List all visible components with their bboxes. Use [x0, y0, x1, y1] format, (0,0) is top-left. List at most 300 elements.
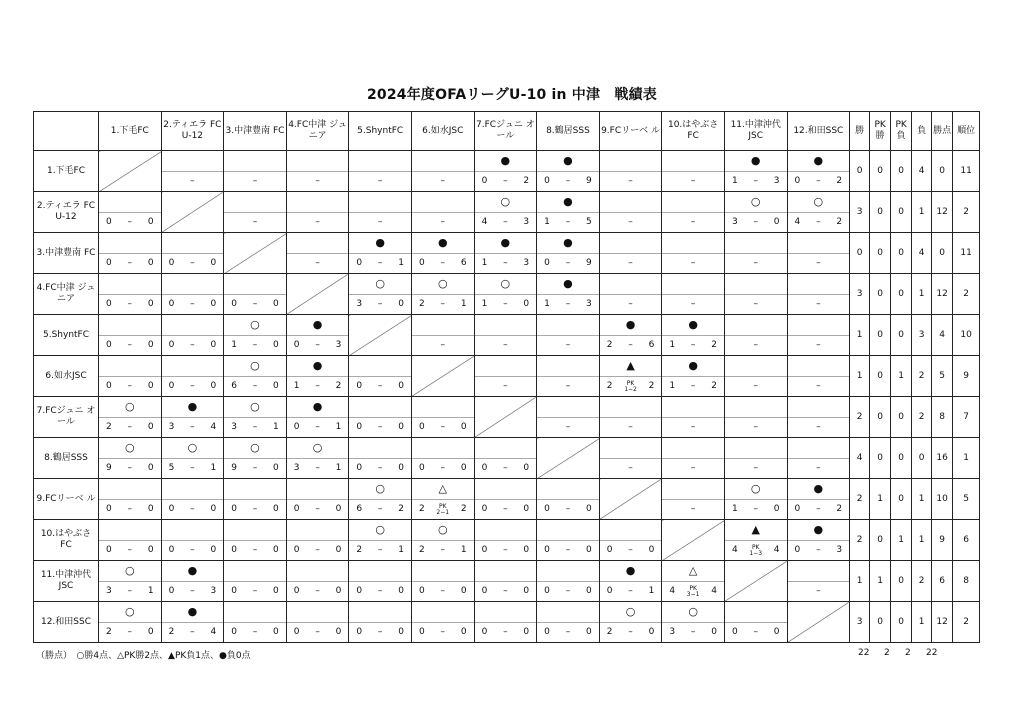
score — [600, 418, 662, 437]
match-cell — [724, 151, 787, 192]
result-mark-icon: ○ — [600, 602, 662, 623]
match-cell — [474, 233, 537, 274]
score — [788, 213, 850, 232]
away-score: 2 — [335, 381, 342, 391]
result-mark-icon — [662, 438, 724, 459]
stat-cell: 1 — [870, 479, 891, 520]
score — [600, 377, 662, 396]
score — [412, 336, 474, 355]
score-dash: – — [315, 463, 320, 473]
result-mark-icon — [287, 151, 349, 172]
away-score: 0 — [523, 463, 530, 473]
home-score: 0 — [106, 504, 112, 514]
home-score: 0 — [293, 504, 300, 514]
home-score: 1 — [481, 258, 488, 268]
match-cell — [286, 233, 349, 274]
home-score: 0 — [168, 340, 175, 350]
match-cell — [537, 315, 600, 356]
score — [224, 213, 286, 232]
home-score: 2 — [356, 545, 363, 555]
column-header: 1.下毛FC — [99, 112, 162, 151]
result-mark-icon: ○ — [662, 602, 724, 623]
pk-score: PK 1−3 — [749, 543, 763, 557]
team-row — [34, 438, 980, 479]
home-score: 0 — [481, 504, 488, 514]
score-dash: – — [377, 299, 383, 309]
score — [788, 336, 850, 355]
score — [788, 172, 850, 191]
match-cell — [99, 479, 162, 520]
column-header: 7.FCジュニ オール — [474, 112, 537, 151]
home-score: 1 — [731, 176, 738, 186]
match-cell — [161, 151, 224, 192]
away-score: 0 — [273, 627, 279, 637]
match-cell — [724, 520, 787, 561]
away-score: 0 — [523, 627, 530, 637]
away-score: 2 — [711, 381, 717, 391]
away-score: 0 — [648, 545, 655, 555]
away-score: 4 — [210, 627, 217, 637]
score-dash: – — [190, 258, 195, 268]
home-score: 0 — [168, 545, 175, 555]
match-cell — [537, 356, 600, 397]
score — [537, 172, 599, 191]
match-cell — [99, 233, 162, 274]
match-cell — [724, 602, 787, 643]
score — [224, 459, 286, 478]
no-match-dash: – — [440, 217, 446, 227]
match-cell — [787, 479, 850, 520]
score — [475, 500, 537, 519]
match-cell — [286, 602, 349, 643]
match-cell — [787, 356, 850, 397]
away-score: 0 — [273, 299, 279, 309]
home-score: 3 — [669, 627, 676, 637]
result-mark-icon: ○ — [162, 438, 224, 459]
column-total: 2 — [884, 648, 890, 658]
score-dash: – — [377, 627, 383, 637]
match-cell — [224, 315, 287, 356]
match-cell — [224, 356, 287, 397]
no-match-dash: – — [690, 463, 696, 473]
home-score: 1 — [481, 299, 488, 309]
rank-cell: 2 — [953, 192, 980, 233]
score-dash: – — [315, 545, 320, 555]
stat-cell: 0 — [870, 274, 891, 315]
score — [725, 172, 787, 191]
match-cell — [474, 520, 537, 561]
match-cell — [161, 479, 224, 520]
match-cell — [787, 274, 850, 315]
score — [162, 459, 224, 478]
column-total: 2 — [905, 648, 911, 658]
score — [287, 254, 349, 273]
score-dash: – — [315, 504, 320, 514]
score — [475, 295, 537, 314]
match-cell — [161, 602, 224, 643]
match-cell — [224, 397, 287, 438]
match-cell — [599, 356, 662, 397]
match-cell — [787, 397, 850, 438]
match-cell — [349, 397, 412, 438]
match-cell — [224, 192, 287, 233]
home-score: 0 — [293, 627, 300, 637]
points-legend: （勝点） ○勝4点、△PK勝2点、▲PK負1点、●負0点 — [36, 651, 251, 661]
no-match-dash: – — [628, 258, 633, 268]
stat-cell: 1 — [912, 520, 932, 561]
team-name: 9.FCリーベ ル — [34, 479, 99, 520]
away-score: 0 — [210, 340, 217, 350]
stat-cell: 2 — [850, 479, 870, 520]
score-dash: – — [315, 340, 320, 350]
away-score: 1 — [648, 586, 655, 596]
score-dash: – — [503, 545, 508, 555]
result-mark-icon: ● — [162, 602, 224, 623]
result-mark-icon: ○ — [224, 356, 286, 377]
stat-cell: 0 — [891, 315, 912, 356]
result-mark-icon — [725, 438, 787, 459]
pk-score: PK 1−2 — [624, 379, 637, 393]
result-mark-icon — [537, 397, 599, 418]
home-score: 0 — [168, 299, 175, 309]
score — [475, 377, 537, 396]
score-dash: – — [690, 381, 696, 391]
score-dash: – — [127, 463, 133, 473]
match-cell — [474, 479, 537, 520]
away-score: 0 — [398, 422, 404, 432]
score-dash: – — [628, 586, 633, 596]
result-mark-icon — [725, 602, 787, 623]
stat-cell: 0 — [870, 397, 891, 438]
stat-cell: 0 — [850, 233, 870, 274]
stat-cell: 1 — [912, 274, 932, 315]
column-total: 22 — [926, 648, 938, 658]
stat-cell: 0 — [932, 151, 953, 192]
match-cell — [349, 438, 412, 479]
result-mark-icon: ● — [162, 561, 224, 582]
team-name: 1.下毛FC — [34, 151, 99, 192]
result-mark-icon — [662, 274, 724, 295]
score — [412, 582, 474, 601]
home-score: 3 — [731, 217, 738, 227]
result-mark-icon — [224, 192, 286, 213]
away-score: 0 — [210, 504, 217, 514]
column-header: 10.はやぶさ FC — [662, 112, 725, 151]
home-score: 0 — [106, 299, 112, 309]
no-match-dash: – — [753, 463, 758, 473]
home-score: 3 — [356, 299, 363, 309]
score-dash: – — [628, 340, 633, 350]
no-match-dash: – — [753, 340, 758, 350]
home-score: 0 — [794, 504, 801, 514]
match-cell — [724, 438, 787, 479]
match-cell — [224, 479, 287, 520]
result-mark-icon — [412, 438, 474, 459]
match-cell — [599, 561, 662, 602]
score — [99, 336, 161, 355]
match-cell — [411, 602, 474, 643]
result-mark-icon — [162, 274, 224, 295]
score — [349, 254, 411, 273]
no-match-dash: – — [690, 217, 696, 227]
match-cell — [349, 274, 412, 315]
team-name: 12.和田SSC — [34, 602, 99, 643]
score — [537, 582, 599, 601]
home-score: 0 — [106, 217, 112, 227]
no-match-dash: – — [377, 176, 383, 186]
score — [287, 623, 349, 642]
away-score: 1 — [398, 545, 404, 555]
result-mark-icon — [99, 315, 161, 336]
match-cell — [474, 151, 537, 192]
score — [600, 336, 662, 355]
rank-cell: 11 — [953, 151, 980, 192]
match-cell — [99, 438, 162, 479]
score — [224, 582, 286, 601]
rank-cell: 11 — [953, 233, 980, 274]
home-score: 1 — [544, 217, 550, 227]
stat-header: PK負 — [891, 112, 912, 151]
diagonal-cell — [349, 315, 412, 356]
result-mark-icon — [287, 192, 349, 213]
score — [412, 418, 474, 437]
score-dash: – — [753, 176, 758, 186]
column-header: 3.中津豊南 FC — [224, 112, 287, 151]
home-score: 0 — [106, 381, 112, 391]
no-match-dash: – — [753, 258, 758, 268]
score-dash: – — [190, 586, 195, 596]
home-score: 0 — [168, 258, 175, 268]
no-match-dash: – — [816, 258, 821, 268]
score — [725, 541, 787, 560]
score — [349, 459, 411, 478]
result-mark-icon — [600, 192, 662, 213]
result-mark-icon: ● — [537, 192, 599, 213]
team-name: 5.ShyntFC — [34, 315, 99, 356]
score — [537, 377, 599, 396]
score-dash: – — [565, 176, 571, 186]
score-dash: – — [190, 299, 195, 309]
stat-cell: 4 — [932, 315, 953, 356]
away-score: 2 — [648, 381, 655, 391]
score — [99, 459, 161, 478]
result-mark-icon: ○ — [475, 274, 537, 295]
no-match-dash: – — [315, 258, 320, 268]
match-cell — [662, 315, 725, 356]
diagonal-cell — [224, 233, 287, 274]
result-mark-icon: ● — [662, 356, 724, 377]
match-cell — [224, 561, 287, 602]
score-dash: – — [315, 381, 320, 391]
result-mark-icon — [600, 438, 662, 459]
match-cell — [474, 192, 537, 233]
home-score: 0 — [231, 627, 237, 637]
score-dash: – — [503, 463, 508, 473]
match-cell — [787, 151, 850, 192]
score-dash: – — [377, 381, 383, 391]
score — [788, 254, 850, 273]
home-score: 0 — [544, 176, 550, 186]
match-cell — [99, 561, 162, 602]
score — [725, 377, 787, 396]
result-mark-icon — [99, 520, 161, 541]
home-score: 2 — [606, 627, 613, 637]
score — [537, 213, 599, 232]
no-match-dash: – — [315, 176, 320, 186]
match-cell — [599, 520, 662, 561]
away-score: 0 — [147, 422, 154, 432]
match-cell — [99, 315, 162, 356]
home-score: 0 — [293, 340, 300, 350]
score — [788, 295, 850, 314]
score — [475, 459, 537, 478]
result-mark-icon: ● — [662, 315, 724, 336]
score-dash: – — [190, 422, 195, 432]
away-score: 0 — [273, 545, 279, 555]
result-mark-icon — [412, 561, 474, 582]
score — [600, 582, 662, 601]
away-score: 0 — [335, 545, 342, 555]
score-dash: – — [565, 504, 571, 514]
result-mark-icon — [287, 479, 349, 500]
score — [725, 336, 787, 355]
match-cell — [662, 233, 725, 274]
no-match-dash: – — [565, 381, 571, 391]
score — [662, 213, 724, 232]
stat-cell: 3 — [912, 315, 932, 356]
result-mark-icon — [224, 561, 286, 582]
result-mark-icon — [600, 274, 662, 295]
no-match-dash: – — [565, 340, 571, 350]
score-dash: – — [252, 627, 258, 637]
pk-score: PK 3−1 — [686, 584, 700, 598]
match-cell — [787, 233, 850, 274]
result-mark-icon — [162, 151, 224, 172]
away-score: 0 — [335, 504, 342, 514]
score — [600, 623, 662, 642]
home-score: 2 — [106, 422, 112, 432]
stat-cell: 12 — [932, 192, 953, 233]
match-cell — [224, 438, 287, 479]
pk-score: PK 2−1 — [436, 502, 450, 516]
team-row — [34, 479, 980, 520]
home-score: 0 — [418, 627, 425, 637]
home-score: 0 — [231, 545, 237, 555]
score — [788, 500, 850, 519]
away-score: 2 — [836, 504, 843, 514]
match-cell — [411, 561, 474, 602]
home-score: 0 — [794, 176, 801, 186]
score — [662, 623, 724, 642]
away-score: 0 — [523, 545, 530, 555]
score — [349, 172, 411, 191]
score-dash: – — [816, 545, 821, 555]
score — [349, 418, 411, 437]
home-score: 2 — [418, 545, 425, 555]
match-cell — [286, 479, 349, 520]
score-dash: – — [190, 504, 195, 514]
result-mark-icon — [99, 356, 161, 377]
team-row — [34, 315, 980, 356]
score-dash: – — [252, 340, 258, 350]
match-cell — [99, 520, 162, 561]
score-dash: – — [440, 299, 446, 309]
header-row — [34, 112, 980, 151]
match-cell — [599, 151, 662, 192]
score — [662, 172, 724, 191]
score — [537, 623, 599, 642]
diagonal-cell — [99, 151, 162, 192]
score — [725, 213, 787, 232]
match-cell — [599, 315, 662, 356]
score-dash: – — [440, 422, 446, 432]
home-score: 3 — [231, 422, 237, 432]
rank-cell: 8 — [953, 561, 980, 602]
match-cell — [474, 315, 537, 356]
stat-cell: 1 — [912, 479, 932, 520]
match-cell — [662, 192, 725, 233]
score — [600, 295, 662, 314]
match-cell — [99, 397, 162, 438]
home-score: 0 — [231, 586, 237, 596]
result-mark-icon — [349, 602, 411, 623]
home-score: 0 — [293, 586, 300, 596]
score — [412, 459, 474, 478]
score-dash: – — [503, 504, 508, 514]
match-cell — [411, 315, 474, 356]
no-match-dash: – — [628, 176, 633, 186]
result-mark-icon: ○ — [99, 602, 161, 623]
result-mark-icon — [99, 479, 161, 500]
column-header: 8.鶴居SSS — [537, 112, 600, 151]
match-cell — [411, 192, 474, 233]
home-score: 2 — [606, 340, 613, 350]
home-score: 0 — [356, 627, 363, 637]
match-cell — [349, 151, 412, 192]
stat-cell: 2 — [912, 356, 932, 397]
result-mark-icon — [475, 561, 537, 582]
match-cell — [411, 274, 474, 315]
away-score: 0 — [210, 299, 217, 309]
match-cell — [787, 192, 850, 233]
match-cell — [599, 602, 662, 643]
score — [287, 541, 349, 560]
result-mark-icon — [224, 479, 286, 500]
result-mark-icon: ▲ — [600, 356, 662, 377]
stat-cell: 1 — [850, 356, 870, 397]
stat-cell: 0 — [870, 520, 891, 561]
team-name: 8.鶴居SSS — [34, 438, 99, 479]
score — [99, 623, 161, 642]
score — [412, 254, 474, 273]
score — [475, 336, 537, 355]
result-mark-icon — [537, 356, 599, 377]
match-cell — [411, 397, 474, 438]
stat-cell: 0 — [912, 438, 932, 479]
home-score: 3 — [168, 422, 175, 432]
result-mark-icon — [537, 479, 599, 500]
stat-cell: 0 — [891, 233, 912, 274]
home-score: 3 — [106, 586, 112, 596]
score-dash: – — [503, 299, 508, 309]
match-cell — [599, 233, 662, 274]
stat-cell: 3 — [850, 192, 870, 233]
score-dash: – — [565, 586, 571, 596]
score — [662, 459, 724, 478]
away-score: 0 — [273, 586, 279, 596]
score — [537, 295, 599, 314]
away-score: 0 — [523, 504, 530, 514]
